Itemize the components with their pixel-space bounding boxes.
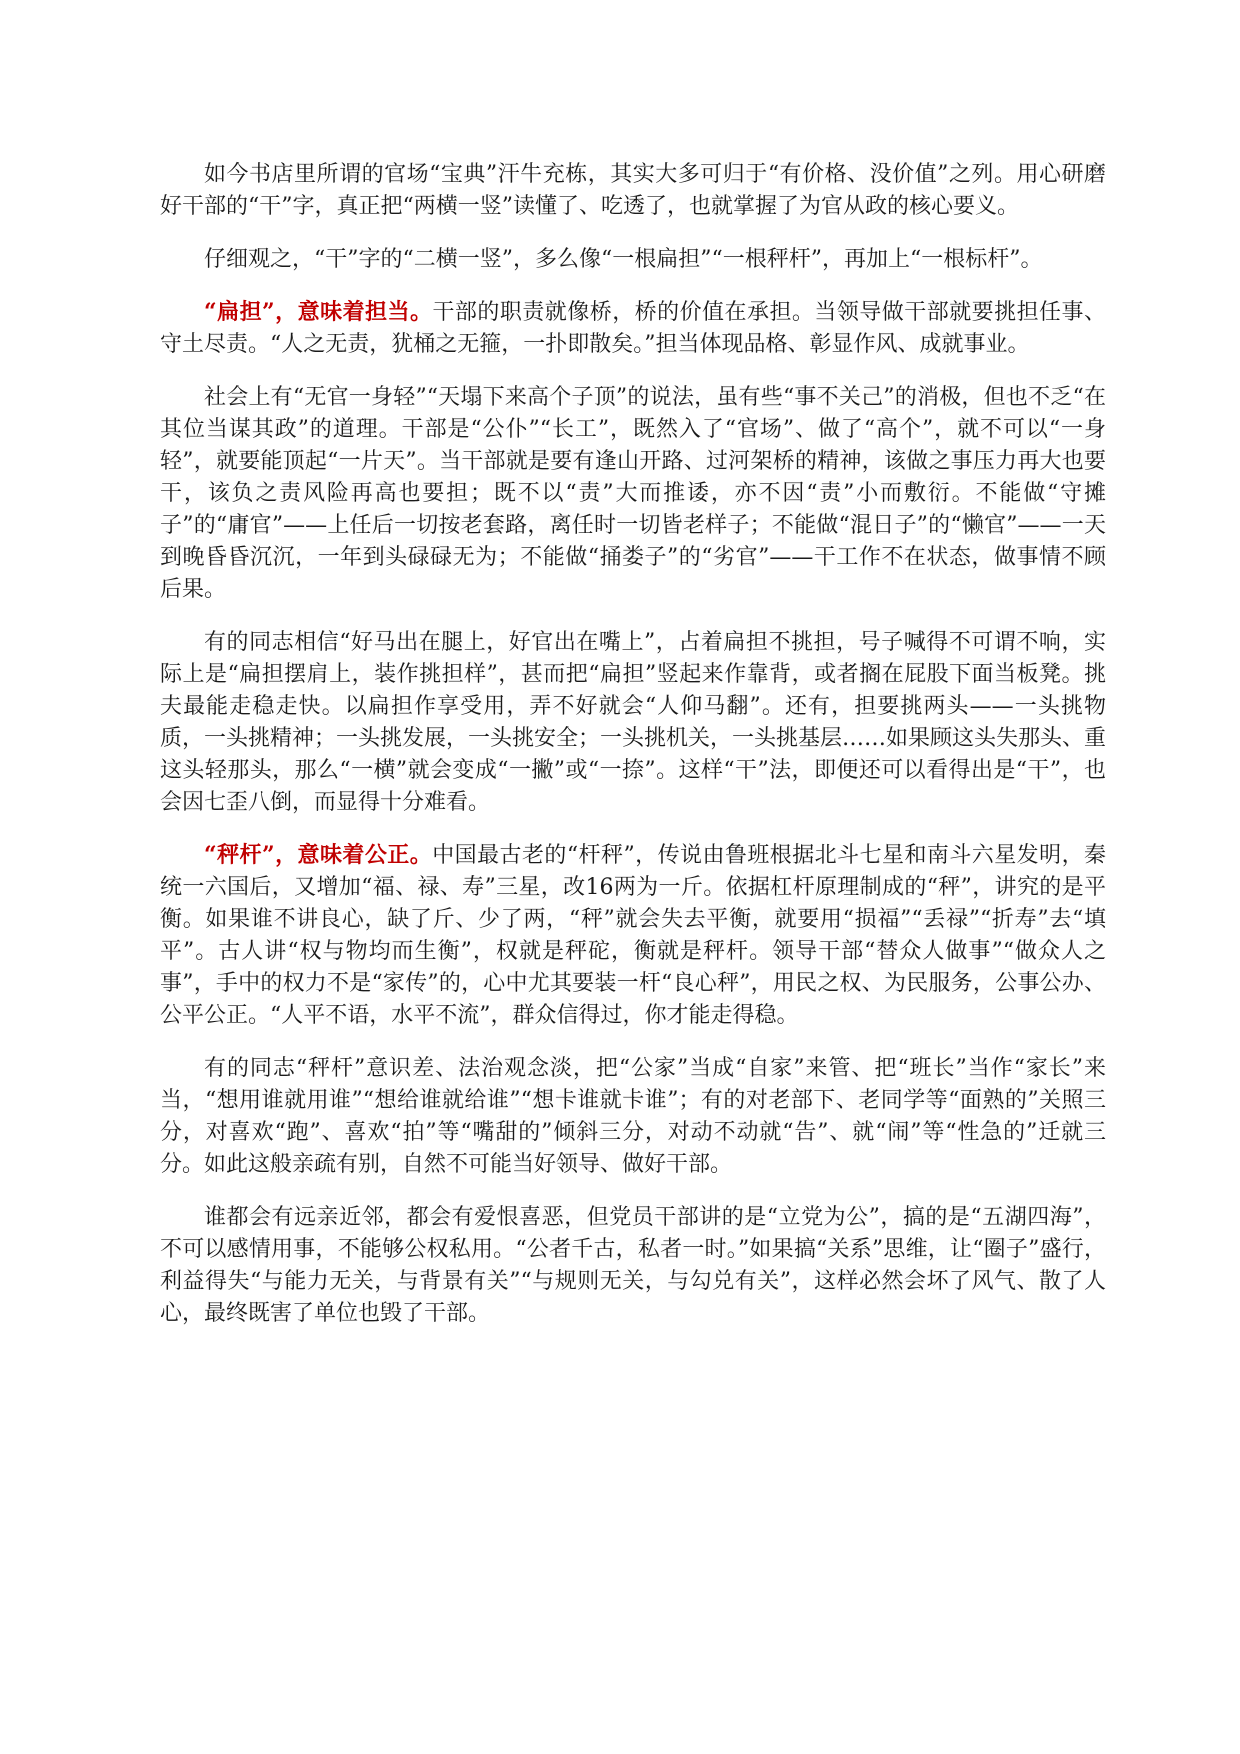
- paragraph: [160, 1201, 1106, 1330]
- paragraph-text: 中国最古老的“杆秤”，传说由鲁班根据北斗七星和南斗六星发明，秦统一六国后，又增加“福、禄、寿”三星，改16两为一斤。依据杠杆原理制成的“秤”，讲究的是平衡。如果谁不讲良心，缺了斤、少了两，“秤”就会失去平衡，就要用“损福”“丢禄”“折寿”去“填平”。古人讲“权与物均而生衡”，权就是秤砣，衡就是秤杆。领导干部“替众人做事”“做众人之事”，手中的权力不是“家传”的，心中尤其要装一杆“良心秤”，用民之权、为民服务，公事公办、公平公正。“人平不语，水平不流”，群众信得过，你才能走得稳。: [160, 843, 1107, 1028]
- paragraph-text: 仔细观之，“干”字的“二横一竖”，多么像“一根扁担”“一根秤杆”，再加上“一根标杆”。: [204, 247, 1043, 272]
- paragraph: [160, 381, 1106, 606]
- paragraph: [160, 839, 1106, 1032]
- paragraph: [160, 626, 1106, 819]
- paragraph-text: 有的同志“秤杆”意识差、法治观念淡，把“公家”当成“自家”来管、把“班长”当作“家长”来当，“想用谁就用谁”“想给谁就给谁”“想卡谁就卡谁”；有的对老部下、老同学等“面熟的”关照三分，对喜欢“跑”、喜欢“拍”等“嘴甜的”倾斜三分，对动不动就“告”、就“闹”等“性急的”迁就三分。如此这般亲疏有别，自然不可能当好领导、做好干部。: [160, 1056, 1106, 1177]
- paragraph-lead: “秤杆”，意味着公正。: [204, 842, 433, 868]
- paragraph-text: 如今书店里所谓的官场“宝典”汗牛充栋，其实大多可归于“有价格、没价值”之列。用心研磨好干部的“干”字，真正把“两横一竖”读懂了、吃透了，也就掌握了为官从政的核心要义。: [160, 162, 1106, 219]
- paragraph: [160, 1052, 1106, 1181]
- paragraph: [160, 158, 1106, 223]
- paragraph: [160, 296, 1106, 361]
- paragraph-text: 有的同志相信“好马出在腿上，好官出在嘴上”，占着扁担不挑担，号子喊得不可谓不响，实际上是“扁担摆肩上，装作挑担样”，甚而把“扁担”竖起来作靠背，或者搁在屁股下面当板凳。挑夫最能走稳走快。以扁担作享受用，弄不好就会“人仰马翻”。还有，担要挑两头——一头挑物质，一头挑精神；一头挑发展，一头挑安全；一头挑机关，一头挑基层……如果顾这头失那头、重这头轻那头，那么“一横”就会变成“一撇”或“一捺”。这样“干”法，即便还可以看得出是“干”，也会因七歪八倒，而显得十分难看。: [160, 630, 1107, 815]
- paragraph-text: 干部的职责就像桥，桥的价值在承担。当领导做干部就要挑担任事、守土尽责。“人之无责，犹桶之无箍，一扑即散矣。”担当体现品格、彰显作风、成就事业。: [160, 300, 1106, 357]
- paragraph-lead: “扁担”，意味着担当。: [204, 299, 433, 325]
- paragraph-text: 谁都会有远亲近邻，都会有爱恨喜恶，但党员干部讲的是“立党为公”，搞的是“五湖四海”，不可以感情用事，不能够公权私用。“公者千古，私者一时。”如果搞“关系”思维，让“圈子”盛行，利益得失“与能力无关，与背景有关”“与规则无关，与勾兑有关”，这样必然会坏了风气、散了人心，最终既害了单位也毁了干部。: [160, 1205, 1106, 1326]
- document-body: [160, 158, 1106, 1350]
- paragraph-text: 社会上有“无官一身轻”“天塌下来高个子顶”的说法，虽有些“事不关己”的消极，但也不乏“在其位当谋其政”的道理。干部是“公仆”“长工”，既然入了“官场”、做了“高个”，就不可以“一身轻”，就要能顶起“一片天”。当干部就是要有逢山开路、过河架桥的精神，该做之事压力再大也要干，该负之责风险再高也要担；既不以“责”大而推诿，亦不因“责”小而敷衍。不能做“守摊子”的“庸官”——上任后一切按老套路，离任时一切皆老样子；不能做“混日子”的“懒官”——一天到晚昏昏沉沉，一年到头碌碌无为；不能做“捅娄子”的“劣官”——干工作不在状态，做事情不顾后果。: [160, 385, 1106, 602]
- paragraph: [160, 243, 1106, 276]
